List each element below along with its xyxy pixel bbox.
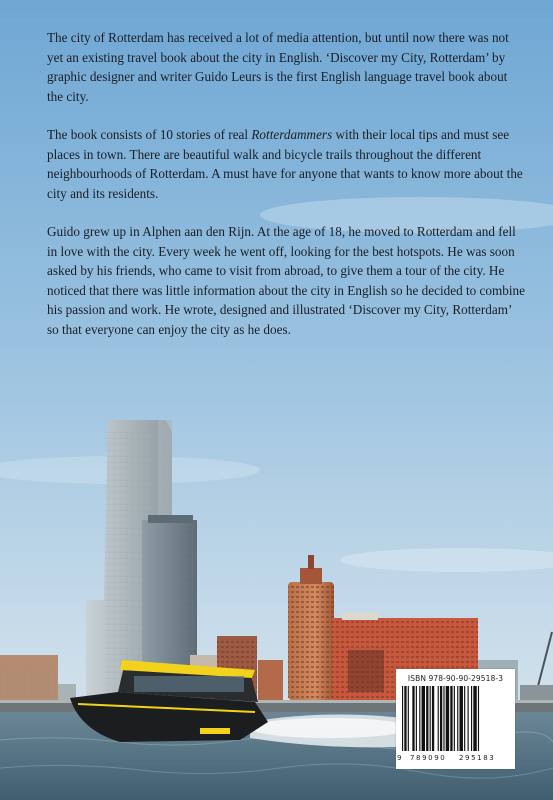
barcode-bar [426,686,428,751]
barcode-bar [432,686,434,751]
barcode-bar [468,686,469,751]
barcode-bar [450,686,452,751]
barcode-bar [457,686,458,751]
paragraph-book-contents-end: with their local tips and must see places in town. There are beautiful walk and bicycle trails throughout the different neighbourhoods of Rotterdam. A must have for anyone that wants to know more about the city and its residents. [47,127,523,201]
barcode-bar [419,686,420,751]
paragraph-intro: The city of Rotterdam has received a lot of media attention, but until now there was not yet an existing travel book about the city in English. ‘Discover my City, Rotterdam’ by graphic designer and writer Guido Leurs is the first English language travel book about the city. [47,30,509,104]
barcode-bar [404,686,406,751]
barcode-bar [430,686,431,751]
barcode-bar [402,686,403,751]
barcode-bar [460,686,463,751]
barcode-bar [454,686,455,751]
barcode-bar [478,686,479,751]
paragraph-author-bio: Guido grew up in Alphen aan den Rijn. At the age of 18, he moved to Rotterdam and fell in love with the city. Every week he went off, looking for the best hotspots. He was soon asked by his friends, who came to visit from abroad, to give them a tour of the city. He noticed that there was little information about the city in English so he decided to combine his passion and work. He wrote, designed and illustrated ‘Discover my City, Rotterdam’ so that everyone can enjoy the city as he does. [47,224,525,337]
cover-description [47,28,525,358]
barcode-digit-first: 9 [397,754,402,762]
rotterdammers-emphasis: Rotterdammers [251,127,333,142]
barcode-bar [438,686,439,751]
barcode-digits-right: 295183 [459,754,496,762]
barcode-bar [473,686,476,751]
barcode-digits-left: 789090 [410,754,447,762]
barcode-bar [422,686,425,751]
barcode-bar [443,686,444,751]
barcode-bar [412,686,414,751]
barcode-bar [408,686,409,751]
isbn-label: ISBN 978-90-90-29518-3 [407,674,504,683]
barcode-bar [446,686,449,751]
barcode-bar [471,686,472,751]
barcode-bar [416,686,417,751]
paragraph-book-contents-start: The book consists of 10 stories of real [47,127,252,142]
isbn-barcode [396,669,515,769]
barcode-bar [464,686,465,751]
barcode-bars [402,686,509,751]
barcode-bar [440,686,442,751]
paragraph-book-contents [47,125,525,203]
